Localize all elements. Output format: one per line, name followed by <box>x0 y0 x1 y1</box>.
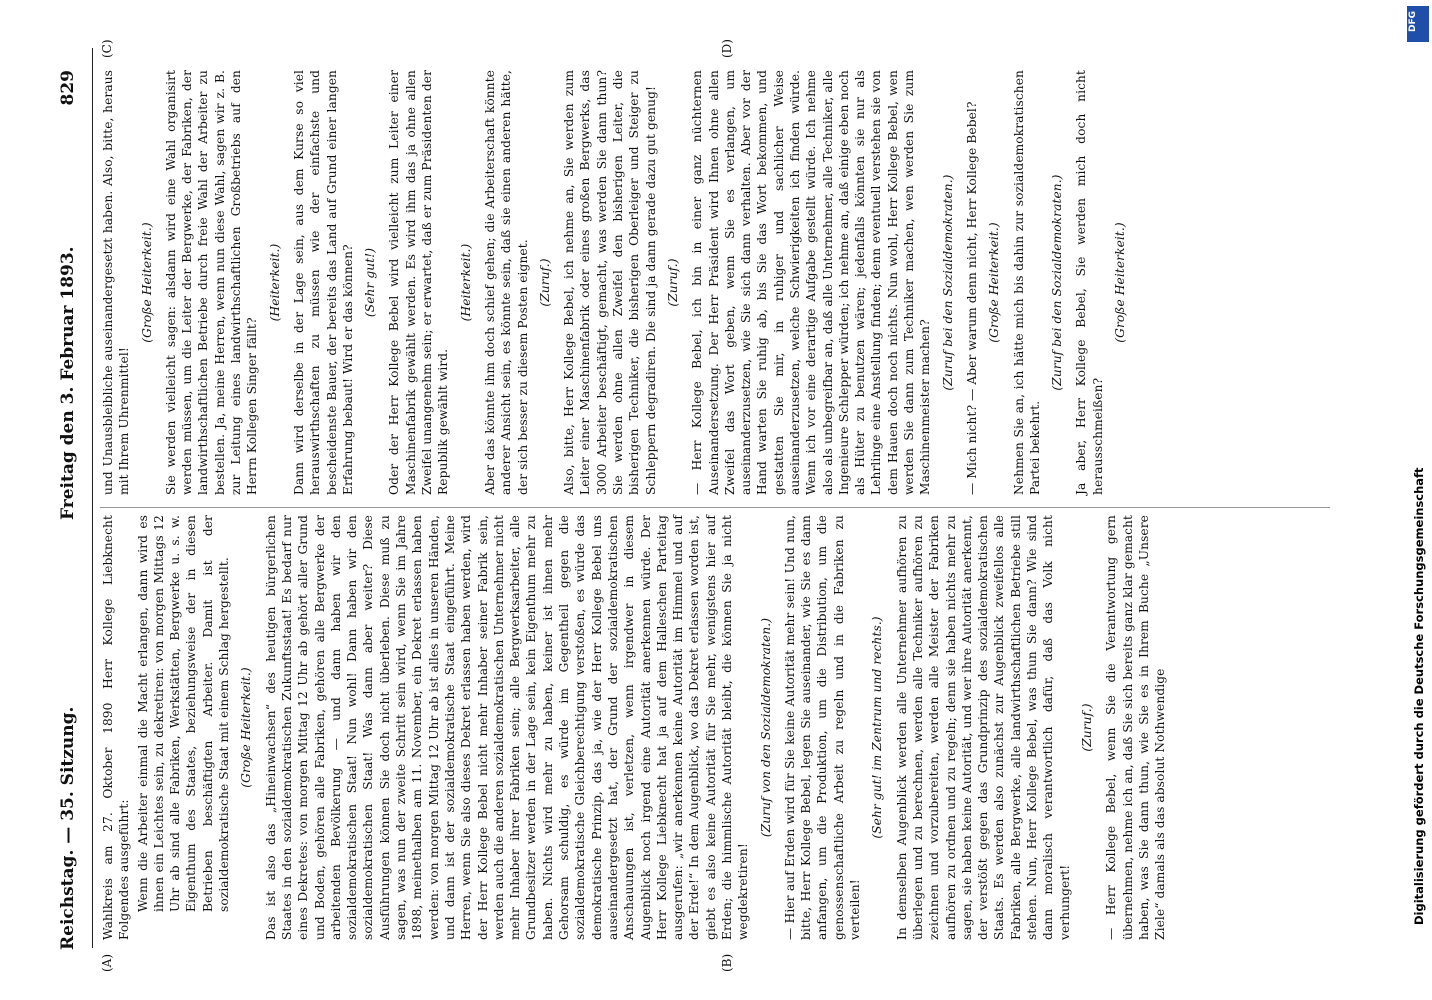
paragraph: — Hier auf Erden wird für Sie keine Autorität mehr sein! Und nun, bitte, Herr Kollege Bebel, legen Sie auseinander, wie Sie es dann anfangen, um die Produktion, um die Distribution, um die genossenschaftliche Arbeit zu regeln und in die Fabriken zu verteilen! <box>782 515 863 940</box>
paragraph: — Mich nicht? — Aber warum denn nicht, Herr Kollege Bebel? <box>964 101 979 495</box>
stage-direction: (Heiterkeit.) <box>267 243 282 322</box>
page-header <box>40 60 80 960</box>
margin-letter-b: (B) <box>720 953 734 972</box>
paragraph: — Herr Kollege Bebel, ich bin in einer ganz nüchternen Auseinandersetzung. Der Herr Präsident wird Ihnen ohne allen Zweifel das Wort geben, wenn Sie es verlangen, um auseinanderzusetzen, wie Sie sich dann verhalten. Aber vor der Hand warten Sie ruhig ab, bis Sie das Wort bekommen, und gestatten Sie mir, in ruhiger und sachlicher Weise auseinanderzusetzen, welche Schwierigkeiten ich finden würde. Wenn ich vor eine derartige Aufgabe gestellt würde. Ich nehme also als unbegreifbar an, daß alle Unternehmer, alle Techniker, alle Ingenieure Schlepper würden; ich nehme an, daß einige eben noch als Hüter zu benutzen wären; jedenfalls könnten sie nur als Lehrlinge eine Anstellung finden; denn eventuell verstehen sie von dem Hauen doch noch nichts. Nun wohl, Herr Kollege Bebel, wen werden Sie dann zum Techniker machen, wen werden Sie zum Maschinenmeister machen? <box>690 70 933 495</box>
header-date: Freitag den 3. Februar 1893. <box>58 246 78 520</box>
stage-direction: (Große Heiterkeit.) <box>1113 222 1128 343</box>
paragraph: Ja aber, Herr Kollege Bebel, Sie werden mich doch nicht herausschmeißen? <box>1074 70 1105 495</box>
stage-direction: (Große Heiterkeit.) <box>139 222 154 343</box>
stage-direction: (Große Heiterkeit.) <box>239 667 254 788</box>
paragraph: Nehmen Sie an, ich hätte mich bis dahin zur sozialdemokratischen Partei bekehrt. <box>1011 70 1042 495</box>
header-rule <box>92 48 93 948</box>
digitization-credit: Digitalisierung gefördert durch die Deutsche Forschungsgemeinschaft <box>1412 467 1426 925</box>
stage-direction: (Zuruf.) <box>665 258 680 307</box>
page-number: 829 <box>58 70 78 106</box>
column-divider <box>100 507 1330 508</box>
stage-direction: (Zuruf bei den Sozialdemokraten.) <box>940 174 955 391</box>
margin-letter-d: (D) <box>720 39 734 58</box>
paragraph: Das ist also das „Hineinwachsen“ des heutigen bürgerlichen Staates in den sozialdemokratischen Zukunftsstaat! Es bedarf nur eines Dekretes: von morgen Mittag 12 Uhr ab gehört aller Grund und Boden, gehören alle Fabriken, gehören alle Bergwerke der arbeitenden Bevölkerung — und dann haben wir den sozialdemokratischen Staat! Nun wohl! Dann haben wir den sozialdemokratischen Staat! Was dann aber weiter? Diese Ausführungen können Sie doch nicht überleben. Diese muß zu sagen, was nun der zweite Schritt sein wird, wenn Sie im Jahre 1898, meinethalben am 11. November, ein Dekret erlassen haben werden: von morgen Mittag 12 Uhr ab ist alles in unseren Händen, und dann ist der sozialdemokratische Staat eingeführt. Meine Herren, wenn Sie also dieses Dekret erlassen haben werden, wird der Herr Kollege Bebel nicht mehr Inhaber seiner Fabrik sein, werden auch die anderen sozialdemokratischen Unternehmer nicht mehr Inhaber ihrer Fabriken sein; alle Bergwerksarbeiter, alle Grundbesitzer werden in der Lage sein, kein Eigenthum mehr zu haben. Nichts wird mehr zu haben, keiner ist ihnen mehr Gehorsam schuldig, es würde im Gegentheil gegen die sozialdemokratische Gleichberechtigung verstoßen, es würde das demokratische Prinzip, das ja, wie der Herr Kollege Bebel uns auseinandergesetzt hat, der Grund der sozialdemokratischen Anschauungen ist, verletzen, wenn irgendwer in diesem Augenblick noch irgend eine Autorität anerkennen würde. Der Herr Kollege Liebknecht hat ja auf dem Halleschen Parteitag ausgerufen: „wir anerkennen keine Autorität im Himmel und auf der Erde!“ In dem Augenblick, wo das Dekret erlassen worden ist, giebt es also keine Autorität für Sie mehr, wenigstens hier auf Erden; die himmlische Autorität bleibt, die können Sie ja nicht wegdekretiren! <box>263 515 751 940</box>
paragraph: Sie werden vielleicht sagen: alsdann wird eine Wahl organisirt werden müssen, um die Leiter der Bergwerke, der Fabriken, der landwirthschaftlichen Betriebe durch freie Wahl der Arbeiter zu bestellen. Ja, meine Herren, wenn nun diese Wahl, sagen wir z. B. zur Leitung eines landwirthschaftlichen Großbetriebs auf den Herrn Kollegen Singer fällt? <box>163 70 260 495</box>
margin-letter-c: (C) <box>100 39 114 58</box>
header-session: Reichstag. — 35. Sitzung. <box>58 706 78 950</box>
paragraph: Wahlkreis am 27. Oktober 1890 Herr Kollege Liebknecht Folgendes ausgeführt: <box>101 515 132 940</box>
dfg-logo <box>1407 6 1429 42</box>
stage-direction: (Heiterkeit.) <box>458 243 473 322</box>
left-column <box>100 515 1170 940</box>
paragraph: Oder der Herr Kollege Bebel wird vielleicht zum Leiter einer Maschinenfabrik gewählt werden. Es wird ihm das ja ohne allen Zweifel unangenehm sein; er erwartet, daß er zum Präsidenten der Republik gewählt wird. <box>387 70 451 495</box>
quotation: Wenn die Arbeiter einmal die Macht erlangen, dann wird es ihnen ein Leichtes sein, zu dekretiren: von morgen Mittags 12 Uhr ab sind alle Fabriken, Werkstätten, Bergwerke u. s. w. Eigenthum des Staates, beziehungsweise der in diesen Betrieben beschäftigten Arbeiter. Damit ist der sozialdemokratische Staat mit einem Schlag hergestellt. <box>135 515 232 912</box>
stage-direction: (Zuruf.) <box>1079 703 1094 752</box>
dfg-logo-text: DFG <box>1408 10 1418 32</box>
stage-direction: (Zuruf bei den Sozialdemokraten.) <box>1050 174 1065 391</box>
paragraph: Also, bitte, Herr Kollege Bebel, ich nehme an, Sie werden zum Leiter einer Maschinenfabrik oder eines großen Bergwerks, das 3000 Arbeiter beschäftigt, gemacht, was werden Sie dann thun? Sie werden ohne allen Zweifel den bisherigen Leiter, die bisherigen Techniker, die bisherigen Oberleiger und Steiger zu Schleppern degradiren. Die sind ja dann gerade dazu gut genug! <box>562 70 658 495</box>
paragraph: Aber das könnte ihm doch schief gehen; die Arbeiterschaft könnte anderer Ansicht sein, es könnte sein, daß sie einen anderen hätte, der sich besser zu diesem Posten eignet. <box>482 70 530 495</box>
stage-direction: (Große Heiterkeit.) <box>987 222 1002 343</box>
stage-direction: (Sehr gut! im Zentrum und rechts.) <box>870 616 885 839</box>
paragraph: — Herr Kollege Bebel, wenn Sie die Verantwortung gern übernehmen, nehme ich an, daß Sie sich bereits ganz klar gemacht haben, was Sie dann thun, wie Sie es in Ihrem Buche „Unsere Ziele“ damals als das absolut Nothwendige <box>1104 515 1168 940</box>
stage-direction: (Zuruf.) <box>537 258 552 307</box>
paragraph: In demselben Augenblick werden alle Unternehmer aufhören zu überlegen und zu berechnen, werden alle Techniker aufhören zu zeichnen und vorzubereiten, werden alle Meister der Fabriken aufhören zu ordnen und zu regeln; denn sie haben nichts mehr zu sagen, sie haben keine Autorität, und wer ihre Autorität anerkennt, der verstößt gegen das Grundprinzip des sozialdemokratischen Staats. Es werden also zunächst zur Augenblick zweifellos alle Fabriken, alle Bergwerke, alle landwirthschaftlichen Betriebe still stehen. Nun, Herr Kollege Bebel, was thun Sie dann? Wie sind dann moralisch verantwortlich dafür, daß das Volk nicht verhungert! <box>894 515 1072 940</box>
paragraph: und Unausbleibliche auseinandergesetzt haben. Also, bitte, heraus mit Ihrem Uhrenmittel! <box>101 70 132 495</box>
paragraph: Dann wird derselbe in der Lage sein, aus dem Kurse so viel herauswirthschaften zu müssen wie der einfachste und bescheidenste Bauer, der bereits das Land auf Grund einer langen Erfahrung bebaut! Wird er das können? <box>291 70 355 495</box>
margin-letter-a: (A) <box>100 953 114 972</box>
right-column <box>100 70 1136 495</box>
stage-direction: (Zuruf von den Sozialdemokraten.) <box>758 617 773 838</box>
stage-direction: (Sehr gut!) <box>363 247 378 318</box>
